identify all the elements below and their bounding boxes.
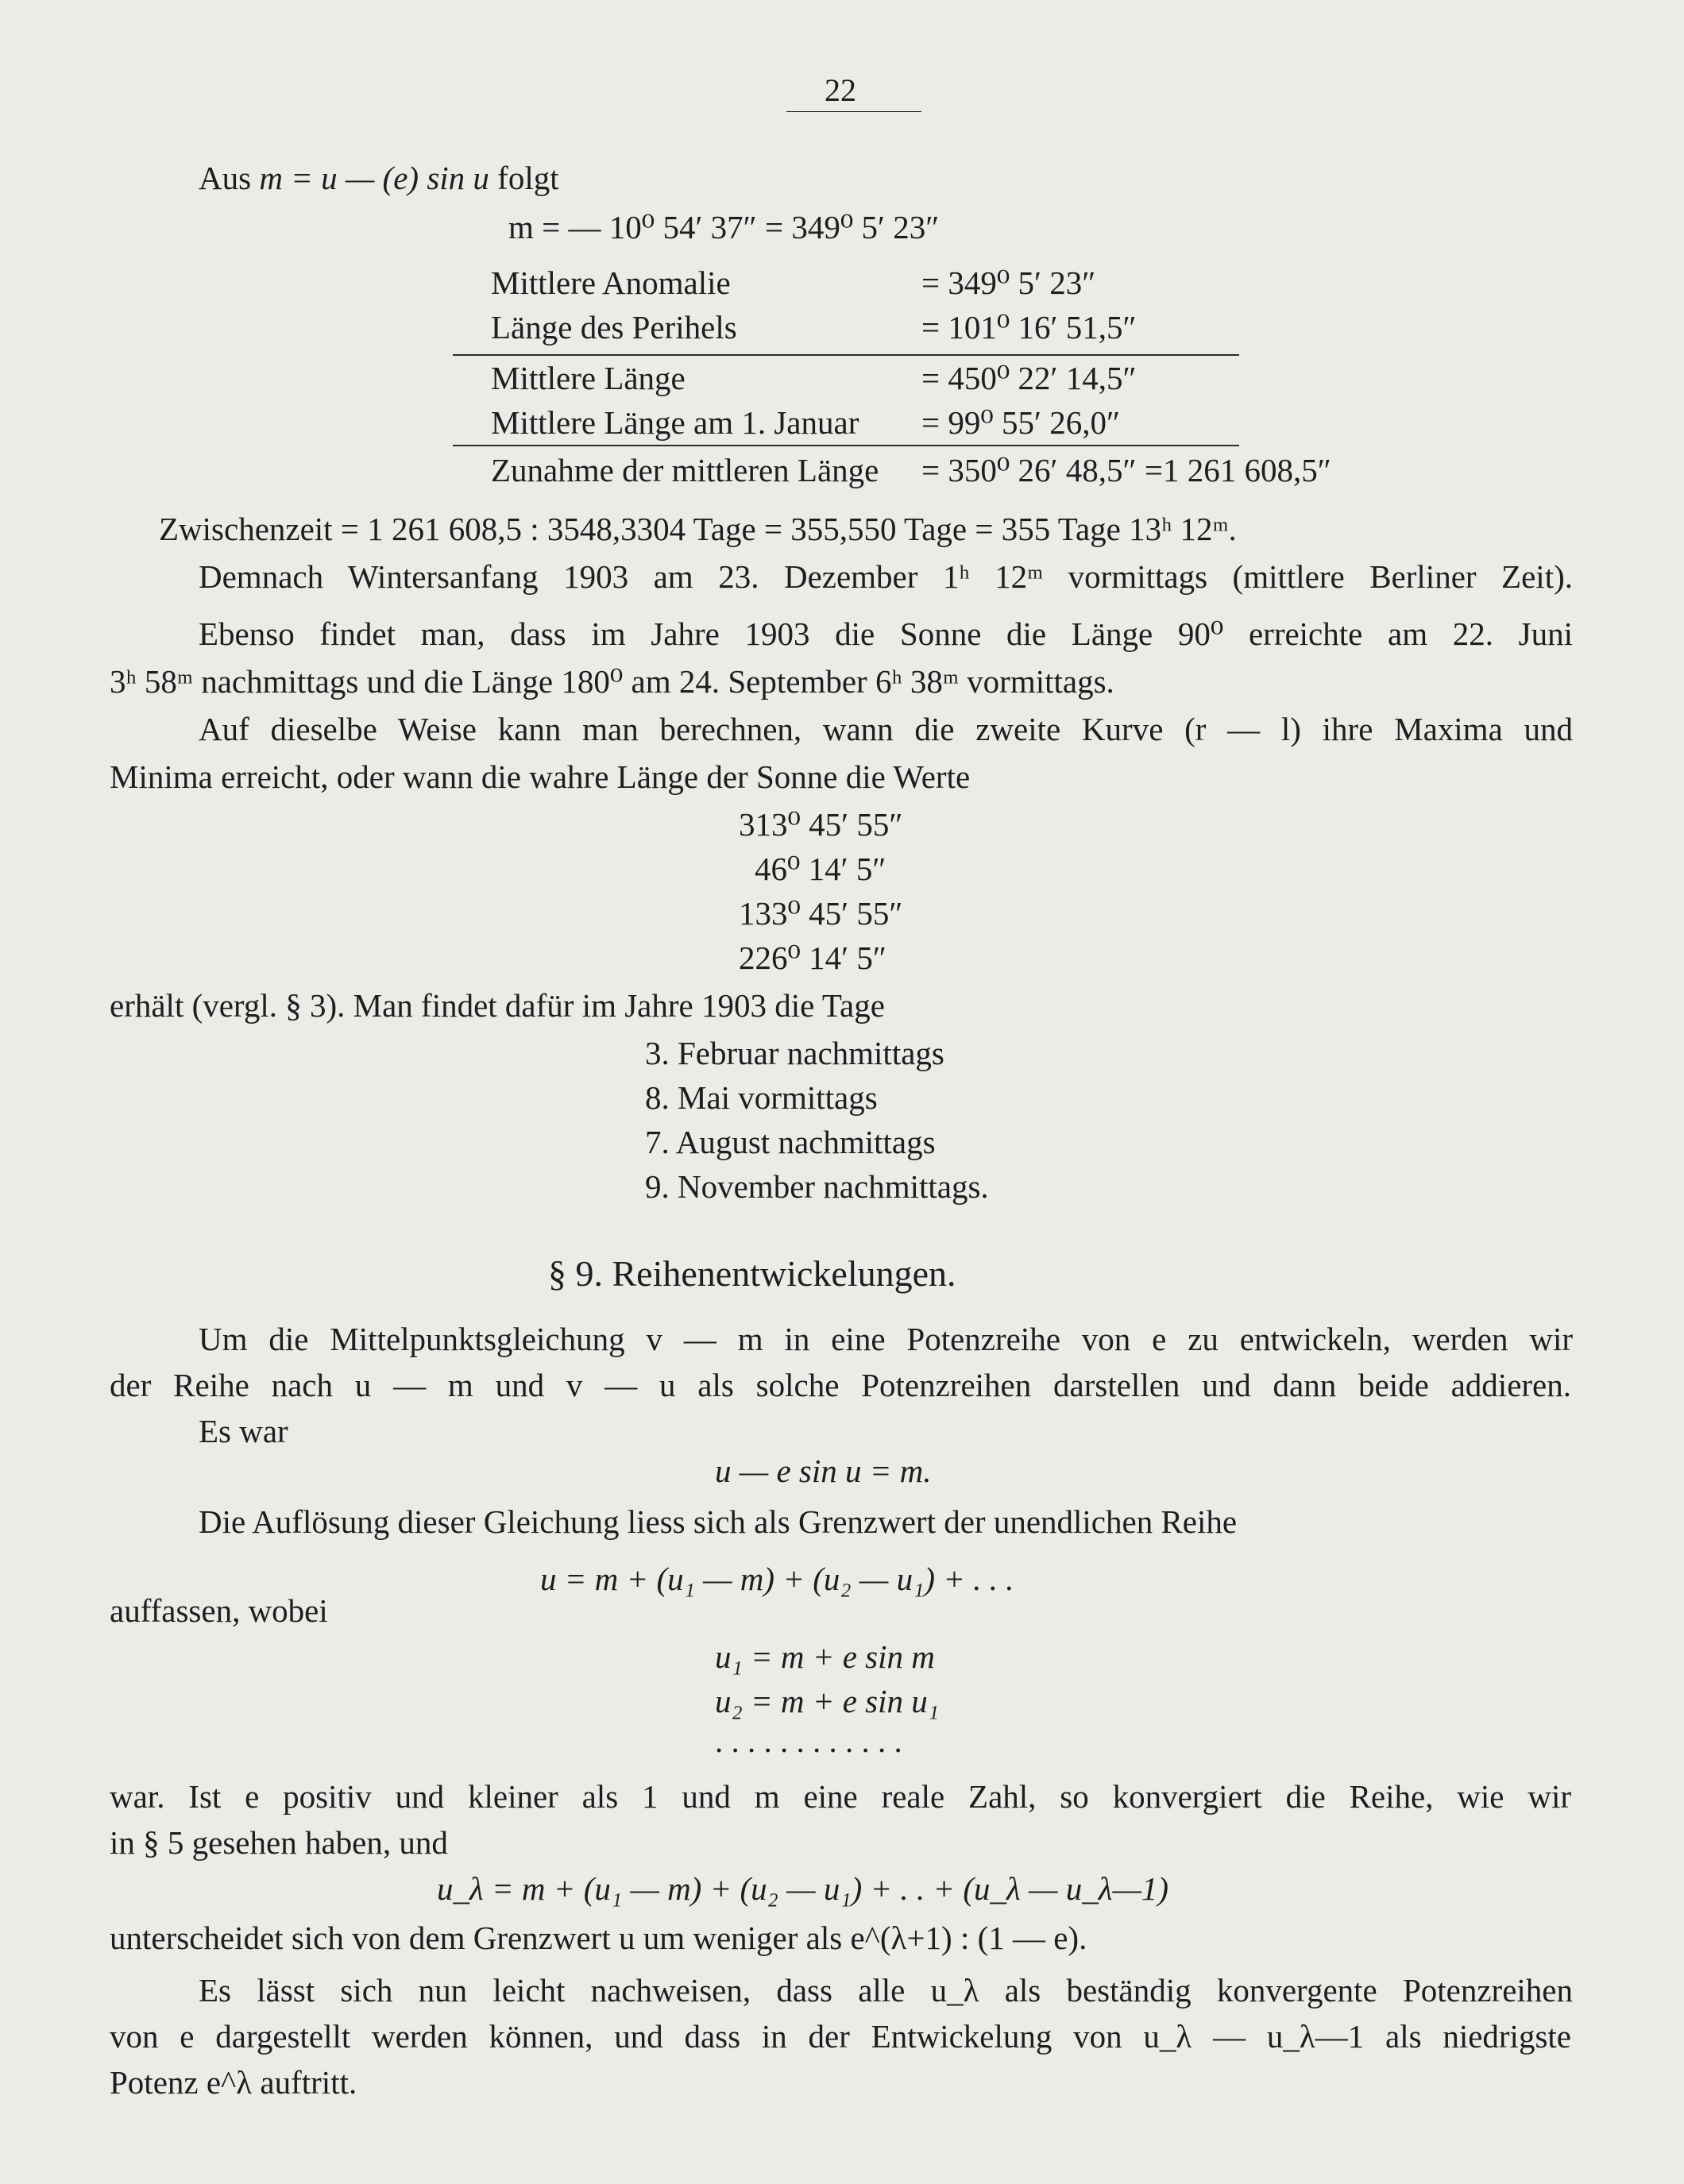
table1-label-0: Mittlere Anomalie — [491, 264, 731, 301]
tag-3: 9. November nachmittags. — [645, 1168, 989, 1205]
u1-equation — [715, 1636, 935, 1677]
reihe-equation-text: u = m + (u₁ — m) + (u₂ — u₁) + . . . — [540, 1561, 1014, 1597]
aus-line — [199, 157, 559, 199]
reihe-equation — [540, 1558, 1014, 1599]
wert-3: 226⁰ 14′ 5″ — [739, 940, 886, 976]
kepler-equation — [715, 1450, 932, 1491]
kepler-equation-text: u — e sin u = m. — [715, 1453, 932, 1489]
page-number-rule — [786, 111, 921, 112]
m-value-line: m = — 10⁰ 54′ 37″ = 349⁰ 5′ 23″ — [508, 209, 940, 245]
aufloesung-line: Die Auflösung dieser Gleichung liess sich als Grenzwert der unendlichen Reihe — [199, 1503, 1238, 1540]
auffassen-line: auffassen, wobei — [110, 1592, 328, 1629]
table1-value-4: = 350⁰ 26′ 48,5″ =1 261 608,5″ — [921, 452, 1331, 488]
tag-1: 8. Mai vormittags — [645, 1079, 878, 1116]
zwischenzeit-line: Zwischenzeit = 1 261 608,5 : 3548,3304 Tage = 355,550 Tage = 355 Tage 13ʰ 12ᵐ. — [159, 511, 1237, 547]
section-heading: § 9. Reihenentwickelungen. — [548, 1253, 956, 1294]
demnach-line: Demnach Wintersanfang 1903 am 23. Dezember 1ʰ 12ᵐ vormittags (mittlere Berliner Zeit). — [199, 558, 1573, 595]
ebenso-line-2: 3ʰ 58ᵐ nachmittags und die Länge 180⁰ am 24. September 6ʰ 38ᵐ vormittags. — [110, 663, 1114, 700]
table1-rule-1 — [453, 354, 1239, 356]
table1-value-2: = 450⁰ 22′ 14,5″ — [921, 360, 1137, 396]
auf-line-1: Auf dieselbe Weise kann man berechnen, wann die zweite Kurve (r — l) ihre Maxima und — [199, 711, 1573, 747]
ulambda-equation — [437, 1868, 1168, 1909]
es-war-text: Es war — [199, 1413, 288, 1449]
table1-rule-2 — [453, 445, 1239, 446]
es-laesst-line-3: Potenz e^λ auftritt. — [110, 2064, 357, 2101]
erhaelt-line: erhält (vergl. § 3). Man findet dafür im Jahre 1903 die Tage — [110, 987, 885, 1024]
table1-value-3: = 99⁰ 55′ 26,0″ — [921, 404, 1121, 441]
table1-label-1: Länge des Perihels — [491, 309, 737, 345]
ulambda-equation-text: u_λ = m + (u₁ — m) + (u₂ — u₁) + . . + (u_λ — u_λ—1) — [437, 1870, 1169, 1907]
aus-prefix: Aus — [199, 160, 252, 196]
tag-2: 7. August nachmittags — [645, 1124, 936, 1160]
aus-equation: m = u — (e) sin u — [259, 160, 489, 196]
um-line-1: Um die Mittelpunktsgleichung v — m in eine Potenzreihe von e zu entwickeln, werden wir — [199, 1321, 1573, 1357]
tag-0: 3. Februar nachmittags — [645, 1035, 944, 1071]
um-line-2: der Reihe nach u — m und v — u als solche Potenzreihen darstellen und dann beide addieren. — [110, 1367, 1571, 1403]
page-number: 22 — [825, 72, 856, 108]
u2-equation-text: u₂ = m + e sin u₁ — [715, 1683, 939, 1719]
table1-value-1: = 101⁰ 16′ 51,5″ — [921, 309, 1137, 345]
auf-line-2: Minima erreicht, oder wann die wahre Länge der Sonne die Werte — [110, 758, 971, 795]
es-laesst-line-2: von e dargestellt werden können, und dass in der Entwickelung von u_λ — u_λ—1 als niedrigste — [110, 2018, 1571, 2055]
aus-suffix: folgt — [497, 160, 559, 196]
u1-equation-text: u₁ = m + e sin m — [715, 1638, 935, 1675]
es-laesst-line-1: Es lässt sich nun leicht nachweisen, dass alle u_λ als beständig konvergente Potenzreihen — [199, 1972, 1573, 2008]
war-line-2: in § 5 gesehen haben, und — [110, 1824, 448, 1861]
wert-0: 313⁰ 45′ 55″ — [739, 806, 903, 843]
table1-label-4: Zunahme der mittleren Länge — [491, 452, 879, 488]
table1-value-0: = 349⁰ 5′ 23″ — [921, 264, 1096, 301]
wert-2: 133⁰ 45′ 55″ — [739, 895, 903, 932]
table1-label-3: Mittlere Länge am 1. Januar — [491, 404, 859, 441]
ellipsis-row: . . . . . . . . . . . . — [715, 1723, 902, 1759]
war-line-1: war. Ist e positiv und kleiner als 1 und m eine reale Zahl, so konvergiert die Reihe, wie wir — [110, 1778, 1571, 1815]
table1-label-2: Mittlere Länge — [491, 360, 686, 396]
unterscheidet-line: unterscheidet sich von dem Grenzwert u um weniger als e^(λ+1) : (1 — e). — [110, 1920, 1087, 1956]
ebenso-line-1: Ebenso findet man, dass im Jahre 1903 die Sonne die Länge 90⁰ erreichte am 22. Juni — [199, 615, 1573, 652]
u2-equation — [715, 1680, 939, 1722]
wert-1: 46⁰ 14′ 5″ — [755, 851, 886, 887]
